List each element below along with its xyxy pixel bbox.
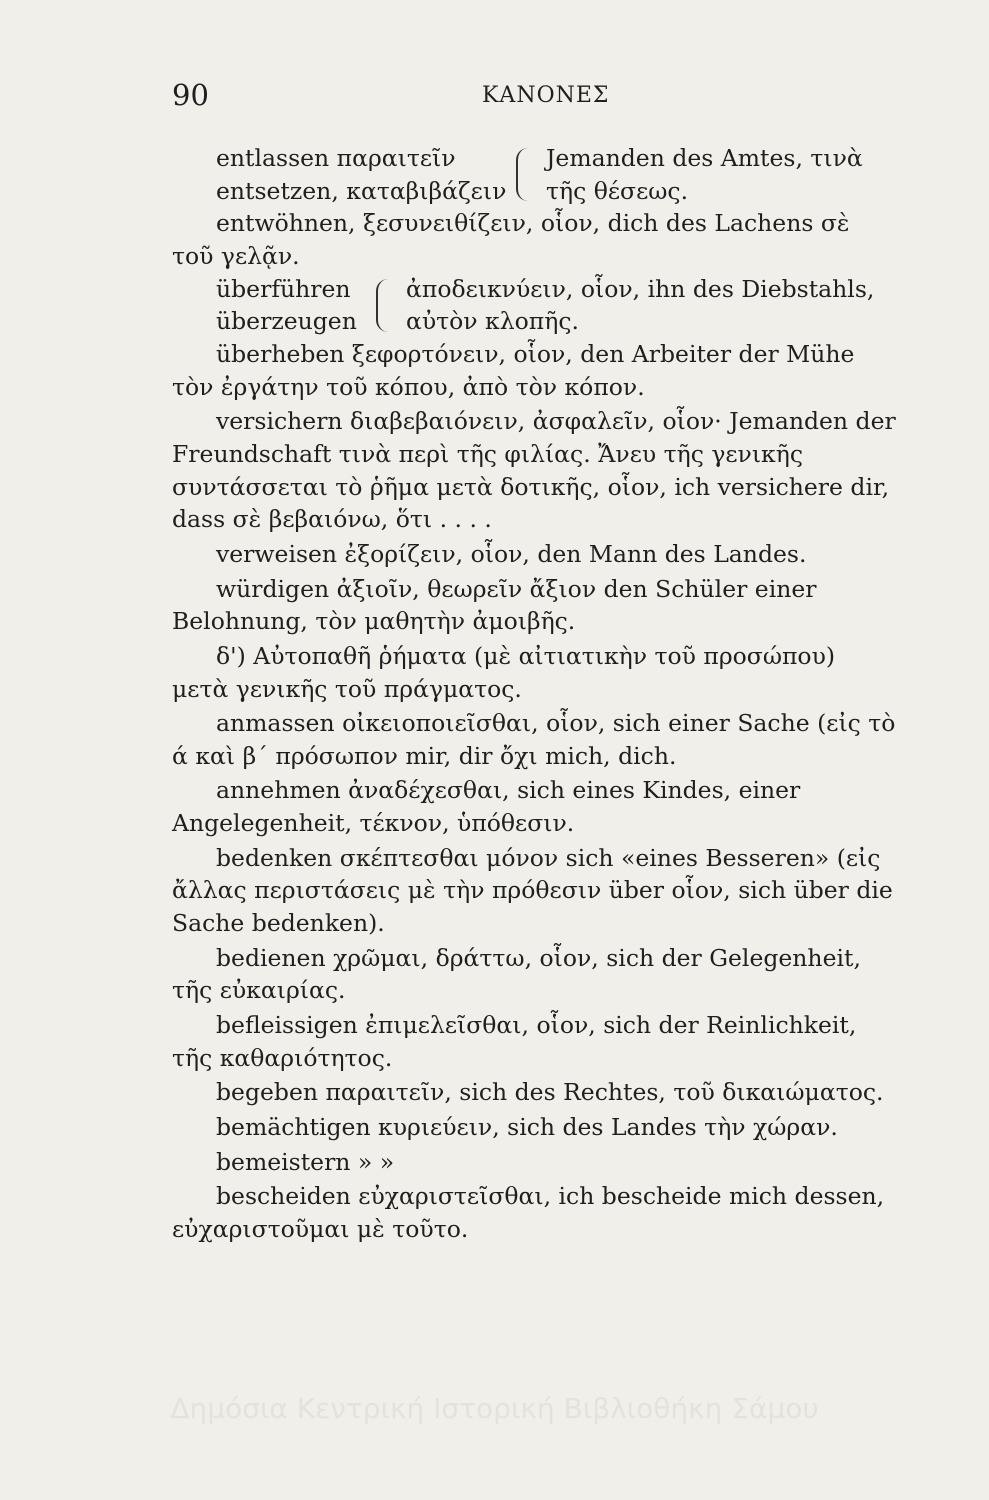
entry-line: entlassen παραιτεῖν [216, 144, 456, 172]
entry-line: αὐτὸν κλοπῆς. [406, 307, 579, 336]
running-head: ΚΑΝΟΝΕΣ [482, 83, 610, 108]
entry-line: entsetzen, καταβιβάζειν [216, 176, 507, 205]
page-header [172, 78, 902, 118]
paragraph: annehmen ἀναδέχεσθαι, sich eines Kindes, einer Angelegenheit, τέκνον, ὑπόθεσιν. [172, 776, 801, 838]
paragraph: befleissigen ἐπιμελεῖσθαι, οἷον, sich der Reinlichkeit, τῆς καθαριότητος. [172, 1011, 857, 1072]
paragraph: begeben παραιτεῖν, sich des Rechtes, τοῦ δικαιώματος. [216, 1078, 884, 1107]
section-heading: δ') Αὐτοπαθῆ ῥήματα (μὲ αἰτιατικὴν τοῦ προσώπου) μετὰ γενικῆς τοῦ πράγματος. [172, 641, 836, 703]
paragraph: überheben ξεφορτόνειν, οἷον, den Arbeiter der Mühe τὸν ἐργάτην τοῦ κόπου, ἀπὸ τὸν κόπον. [172, 339, 855, 401]
page-number: 90 [172, 78, 209, 112]
library-watermark: Δημόσια Κεντρική Ιστορική Βιβλιοθήκη Σάμου [170, 1392, 819, 1425]
paragraph: bescheiden εὐχαριστεῖσθαι, ich bescheide mich dessen, εὐχαριστοῦμαι μὲ τοῦτο. [172, 1182, 885, 1243]
body-text [172, 142, 897, 1246]
brace-entry-ueberfuehren [216, 273, 897, 338]
paragraph: bemeistern » » [216, 1147, 395, 1176]
paragraph: bedienen χρῶμαι, δράττω, οἷον, sich der Gelegenheit, τῆς εὐκαιρίας. [172, 943, 861, 1005]
paragraph: versichern διαβεβαιόνειν, ἀσφαλεῖν, οἷον· Jemanden der Freundschaft τινὰ περὶ τῆς φιλίας. Ἄνευ τῆς γενικῆς συντάσσεται τὸ ῥῆμα μετὰ δοτικῆς, οἷον, ich versichere dir, dass σὲ βεβαιόνω, ὅτι . . . . [172, 407, 896, 534]
paragraph: würdigen ἀξιοῖν, θεωρεῖν ἄξιον den Schüler einer Belohnung, τὸν μαθητὴν ἀμοιβῆς. [172, 574, 817, 636]
paragraph: bedenken σκέπτεσθαι μόνον sich «eines Besseren» (εἰς ἄλλας περιστάσεις μὲ τὴν πρόθεσιν über οἷον, sich über die Sache bedenken). [172, 843, 893, 938]
entry-line: Jemanden des Amtes, τινὰ [546, 144, 863, 172]
brace-icon [376, 279, 396, 332]
entry-line: überführen [216, 274, 351, 303]
paragraph: bemächtigen κυριεύειν, sich des Landes τὴν χώραν. [216, 1113, 838, 1142]
entry-line: überzeugen [216, 307, 357, 336]
entry-line: ἀποδεικνύειν, οἷον, ihn des Diebstahls, [406, 274, 875, 303]
entry-line: τῆς θέσεως. [546, 176, 689, 205]
paragraph: entwöhnen, ξεσυνειθίζειν, οἷον, dich des Lachens σὲ τοῦ γελᾷν. [172, 209, 850, 270]
paragraph: anmassen οἰκειοποιεῖσθαι, οἷον, sich einer Sache (εἰς τὸ ά καὶ β΄ πρόσωπον mir, dir ὄχι mich, dich. [172, 709, 896, 770]
brace-entry-entlassen [216, 142, 897, 207]
paragraph: verweisen ἐξορίζειν, οἷον, den Mann des Landes. [216, 539, 807, 568]
brace-icon [516, 148, 536, 201]
